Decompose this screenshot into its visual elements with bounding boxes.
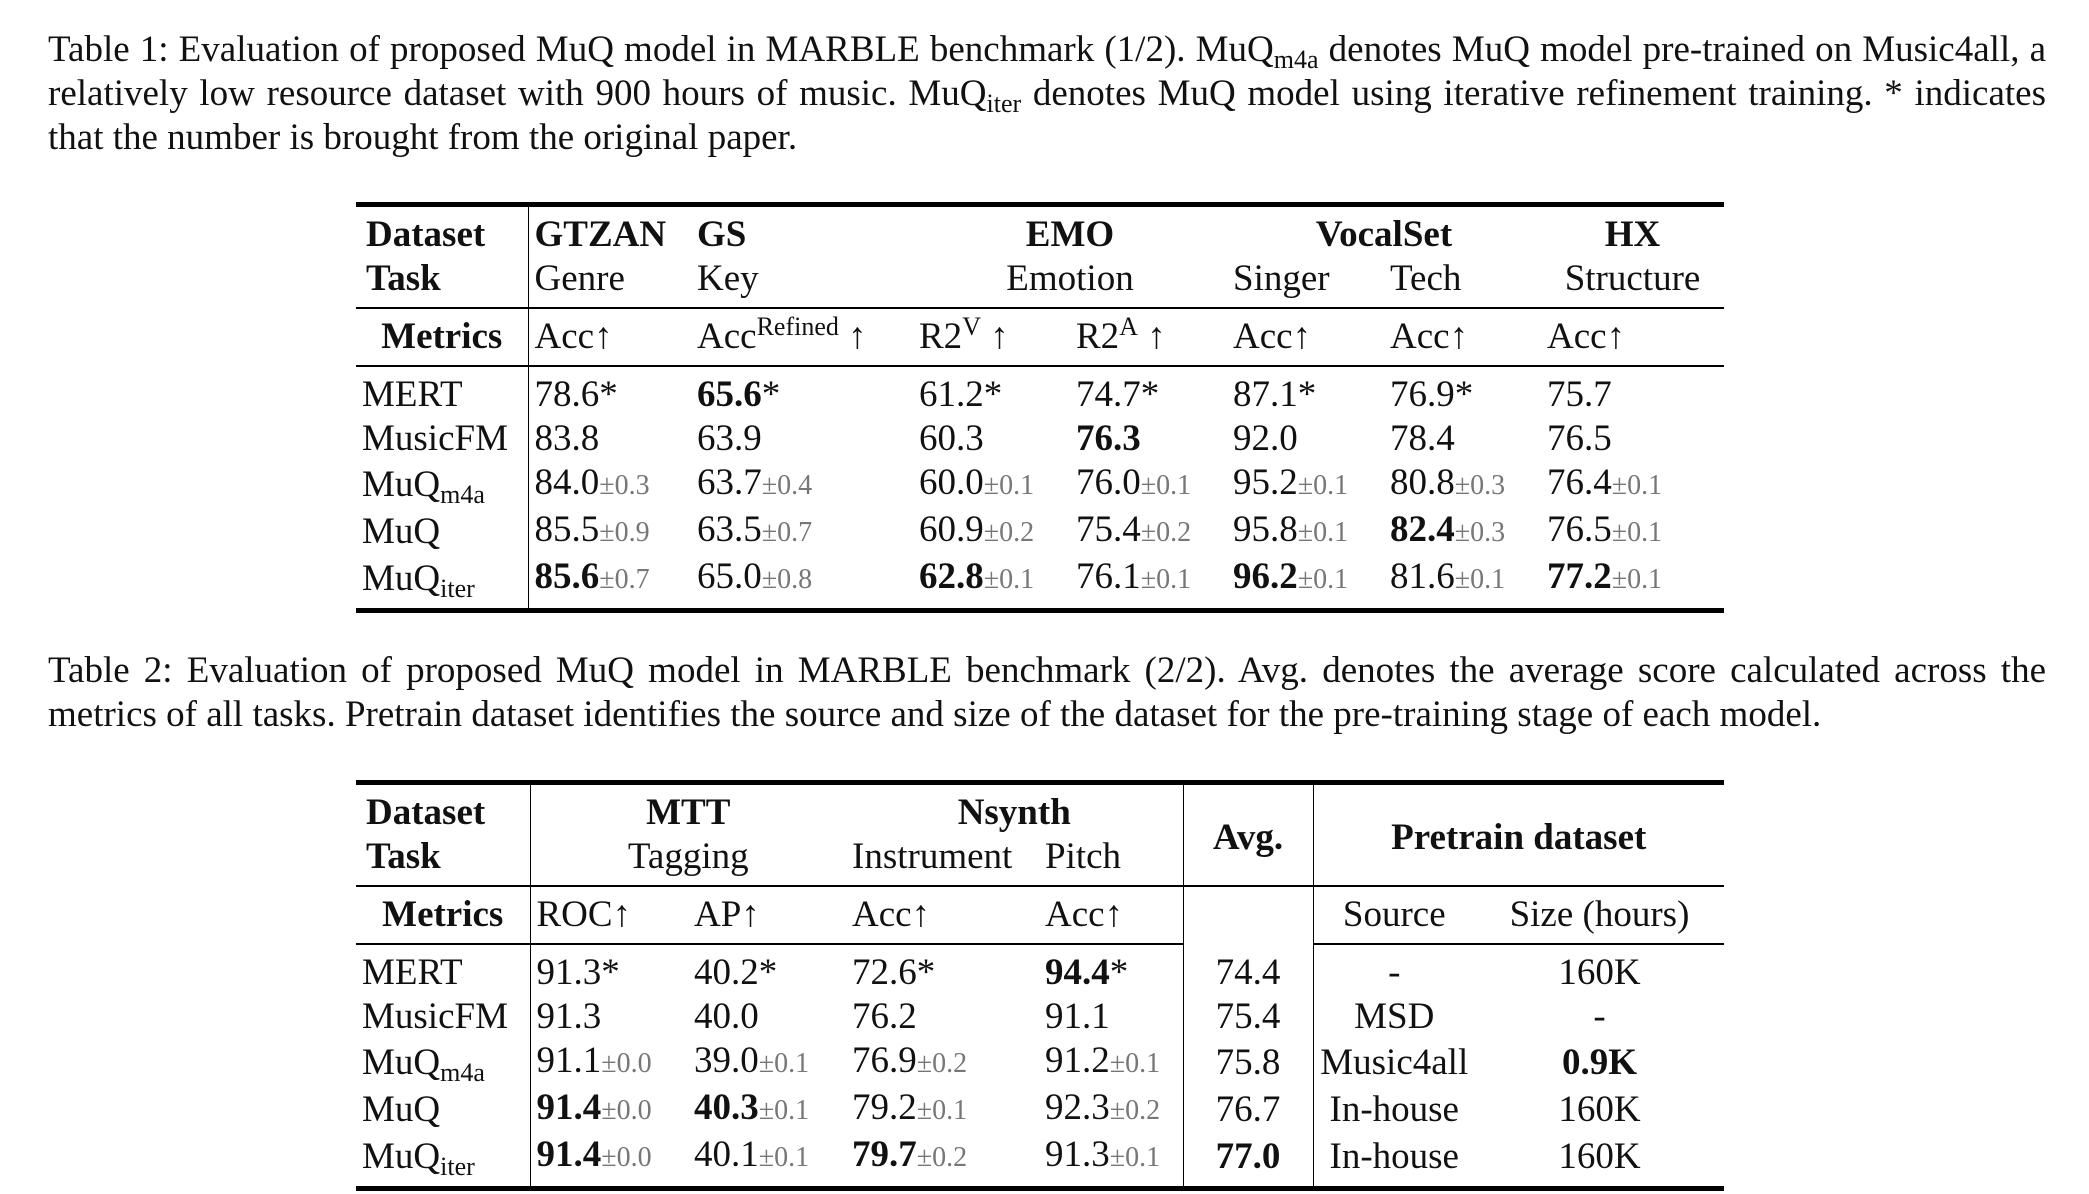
score-cell: 94.4* <box>1039 944 1183 995</box>
dataset-label: Dataset <box>356 205 528 258</box>
score-cell: 72.6* <box>852 952 936 993</box>
dataset-label: Dataset <box>356 783 530 836</box>
score-cell: 83.8 <box>534 418 600 459</box>
size-cell: 0.9K <box>1561 1041 1638 1083</box>
task-label: Task <box>356 835 530 886</box>
score-cell: 78.4 <box>1390 418 1455 459</box>
score-cell: 91.1±0.0 <box>536 1040 652 1081</box>
model-name: MuQ$_{iter}$ <box>356 555 528 611</box>
score-cell: 65.6* <box>697 374 781 415</box>
score-cell: 40.2* <box>694 952 778 993</box>
score-cell: 60.0±0.1 <box>919 462 1035 503</box>
score-cell: 61.2* <box>919 374 1003 415</box>
metric-r2v: $R2^V$ ↑ <box>913 308 1070 366</box>
score-cell: 40.0 <box>694 996 759 1037</box>
score-cell: 79.7±0.2 <box>852 1134 968 1175</box>
task-pitch: Pitch <box>1039 835 1183 886</box>
score-cell: 91.3* <box>536 952 620 993</box>
score-cell: 80.8±0.3 <box>1390 462 1506 503</box>
model-name: MusicFM <box>356 995 530 1039</box>
metric-acc: Acc↑ <box>528 308 691 366</box>
score-cell: 40.3±0.1 <box>694 1087 810 1128</box>
table-row <box>356 1086 1724 1133</box>
table2-caption: Table 2: Evaluation of proposed MuQ model in MARBLE benchmark (2/2). Avg. denotes the average score calculated across the metrics of all tasks. Pretrain dataset identifies the source and size of the dataset for the pre-training stage of each model. <box>48 650 2046 735</box>
task-label: Task <box>356 257 528 308</box>
score-cell: 76.0±0.1 <box>1076 462 1192 503</box>
score-cell: 95.8±0.1 <box>1233 509 1349 550</box>
dataset-vocalset: VocalSet <box>1315 214 1453 255</box>
dataset-mtt: MTT <box>646 792 731 833</box>
table1-caption: Table 1: Evaluation of proposed MuQ model in MARBLE benchmark (1/2). MuQ$_{m4a}$ denotes MuQ model pre-trained on Music4all, a relatively low resource dataset with 900 hours of music. MuQ$_{iter}$ denotes MuQ model using iterative refinement training. * indicates that the number is brought from the original paper. <box>48 29 2046 158</box>
metric-acc: Acc↑ <box>1541 308 1724 366</box>
task-key: Key <box>691 257 913 308</box>
score-cell: 65.0±0.8 <box>697 556 813 597</box>
source-cell: - <box>1388 952 1401 993</box>
metric-acc: Acc↑ <box>846 886 1039 944</box>
source-cell: Music4all <box>1320 1041 1469 1083</box>
model-name: MusicFM <box>356 417 528 461</box>
table2 <box>356 780 1724 1191</box>
metric-roc: ROC↑ <box>530 886 688 944</box>
score-cell: 91.3±0.1 <box>1039 1133 1183 1189</box>
score-cell: 85.6±0.7 <box>534 556 650 597</box>
score-cell: 40.1±0.1 <box>694 1134 810 1175</box>
score-cell: 92.3±0.2 <box>1039 1086 1183 1133</box>
score-cell: 79.2±0.1 <box>852 1087 968 1128</box>
model-name: MERT <box>356 366 528 417</box>
table-row <box>356 417 1724 461</box>
size-cell: 160K <box>1558 952 1641 993</box>
metrics-label: Metrics <box>356 308 528 366</box>
table-row <box>356 461 1724 508</box>
avg-metric-blank <box>1183 886 1313 944</box>
dataset-gtzan: GTZAN <box>534 214 667 255</box>
score-cell: 81.6±0.1 <box>1390 556 1506 597</box>
table-row <box>356 1039 1724 1086</box>
size-cell: 160K <box>1558 1135 1641 1177</box>
metric-acc-refined: Acc$^{Refined}$ ↑ <box>691 308 913 366</box>
model-name: MuQ$_{iter}$ <box>356 1133 530 1189</box>
model-name: MuQ <box>356 1086 530 1133</box>
score-cell: 91.3 <box>536 996 602 1037</box>
score-cell: 84.0±0.3 <box>534 462 650 503</box>
avg-cell: 77.0 <box>1183 1133 1313 1189</box>
table-row <box>356 366 1724 417</box>
model-name: MuQ <box>356 508 528 555</box>
score-cell: 76.4±0.1 <box>1547 462 1663 503</box>
score-cell: 75.4±0.2 <box>1076 509 1192 550</box>
task-singer: Singer <box>1227 257 1384 308</box>
score-cell: 96.2±0.1 <box>1233 556 1349 597</box>
avg-cell: 76.7 <box>1183 1086 1313 1133</box>
pretrain-label: Pretrain dataset <box>1313 783 1724 887</box>
metric-ap: AP↑ <box>688 886 846 944</box>
score-cell: 39.0±0.1 <box>694 1040 810 1081</box>
score-cell: 77.2±0.1 <box>1547 556 1663 597</box>
table-row <box>356 508 1724 555</box>
score-cell: 76.1±0.1 <box>1076 556 1192 597</box>
avg-label: Avg. <box>1183 783 1313 887</box>
source-cell: In-house <box>1329 1135 1459 1177</box>
score-cell: 74.7* <box>1076 374 1160 415</box>
score-cell: 91.4±0.0 <box>536 1134 652 1175</box>
model-name: MERT <box>356 944 530 995</box>
dataset-nsynth: Nsynth <box>846 783 1183 836</box>
score-cell: 60.9±0.2 <box>919 509 1035 550</box>
score-cell: 76.5 <box>1547 418 1612 459</box>
size-cell: - <box>1593 996 1606 1037</box>
score-cell: 76.2 <box>852 996 917 1037</box>
score-cell: 63.9 <box>697 418 762 459</box>
model-name: MuQ$_{m4a}$ <box>356 461 528 508</box>
score-cell: 63.5±0.7 <box>697 509 813 550</box>
score-cell: 76.9* <box>1390 374 1474 415</box>
dataset-gs: GS <box>697 214 747 255</box>
score-cell: 76.3 <box>1076 418 1141 459</box>
table1 <box>356 202 1724 613</box>
task-instrument: Instrument <box>846 835 1039 886</box>
avg-cell: 75.8 <box>1183 1039 1313 1086</box>
metric-acc: Acc↑ <box>1227 308 1384 366</box>
score-cell: 92.0 <box>1233 418 1298 459</box>
score-cell: 76.5±0.1 <box>1547 509 1663 550</box>
score-cell: 60.3 <box>919 418 984 459</box>
source-col-label: Source <box>1313 886 1475 944</box>
task-tagging: Tagging <box>530 835 846 886</box>
score-cell: 91.2±0.1 <box>1039 1039 1183 1086</box>
avg-cell: 74.4 <box>1183 944 1313 995</box>
size-col-label: Size (hours) <box>1475 886 1724 944</box>
table-row <box>356 1133 1724 1189</box>
task-genre: Genre <box>528 257 691 308</box>
score-cell: 62.8±0.1 <box>919 556 1035 597</box>
model-name: MuQ$_{m4a}$ <box>356 1039 530 1086</box>
source-cell: In-house <box>1329 1088 1459 1130</box>
size-cell: 160K <box>1558 1088 1641 1130</box>
source-cell: MSD <box>1354 996 1435 1037</box>
task-structure: Structure <box>1541 257 1724 308</box>
score-cell: 82.4±0.3 <box>1390 509 1506 550</box>
score-cell: 91.4±0.0 <box>536 1087 652 1128</box>
avg-cell: 75.4 <box>1183 995 1313 1039</box>
task-tech: Tech <box>1384 257 1541 308</box>
score-cell: 85.5±0.9 <box>534 509 650 550</box>
score-cell: 76.9±0.2 <box>852 1040 968 1081</box>
table-row <box>356 555 1724 611</box>
metric-acc: Acc↑ <box>1384 308 1541 366</box>
score-cell: 78.6* <box>534 374 618 415</box>
dataset-emo: EMO <box>1025 214 1115 255</box>
metric-acc: Acc↑ <box>1039 886 1183 944</box>
score-cell: 63.7±0.4 <box>697 462 813 503</box>
task-emotion: Emotion <box>913 257 1227 308</box>
score-cell: 91.1 <box>1039 995 1183 1039</box>
score-cell: 87.1* <box>1233 374 1317 415</box>
metrics-label: Metrics <box>356 886 530 944</box>
dataset-hx: HX <box>1604 214 1661 255</box>
score-cell: 75.7 <box>1547 374 1612 415</box>
score-cell: 95.2±0.1 <box>1233 462 1349 503</box>
metric-r2a: $R2^A$ ↑ <box>1070 308 1227 366</box>
table-row <box>356 995 1724 1039</box>
table-row <box>356 944 1724 995</box>
